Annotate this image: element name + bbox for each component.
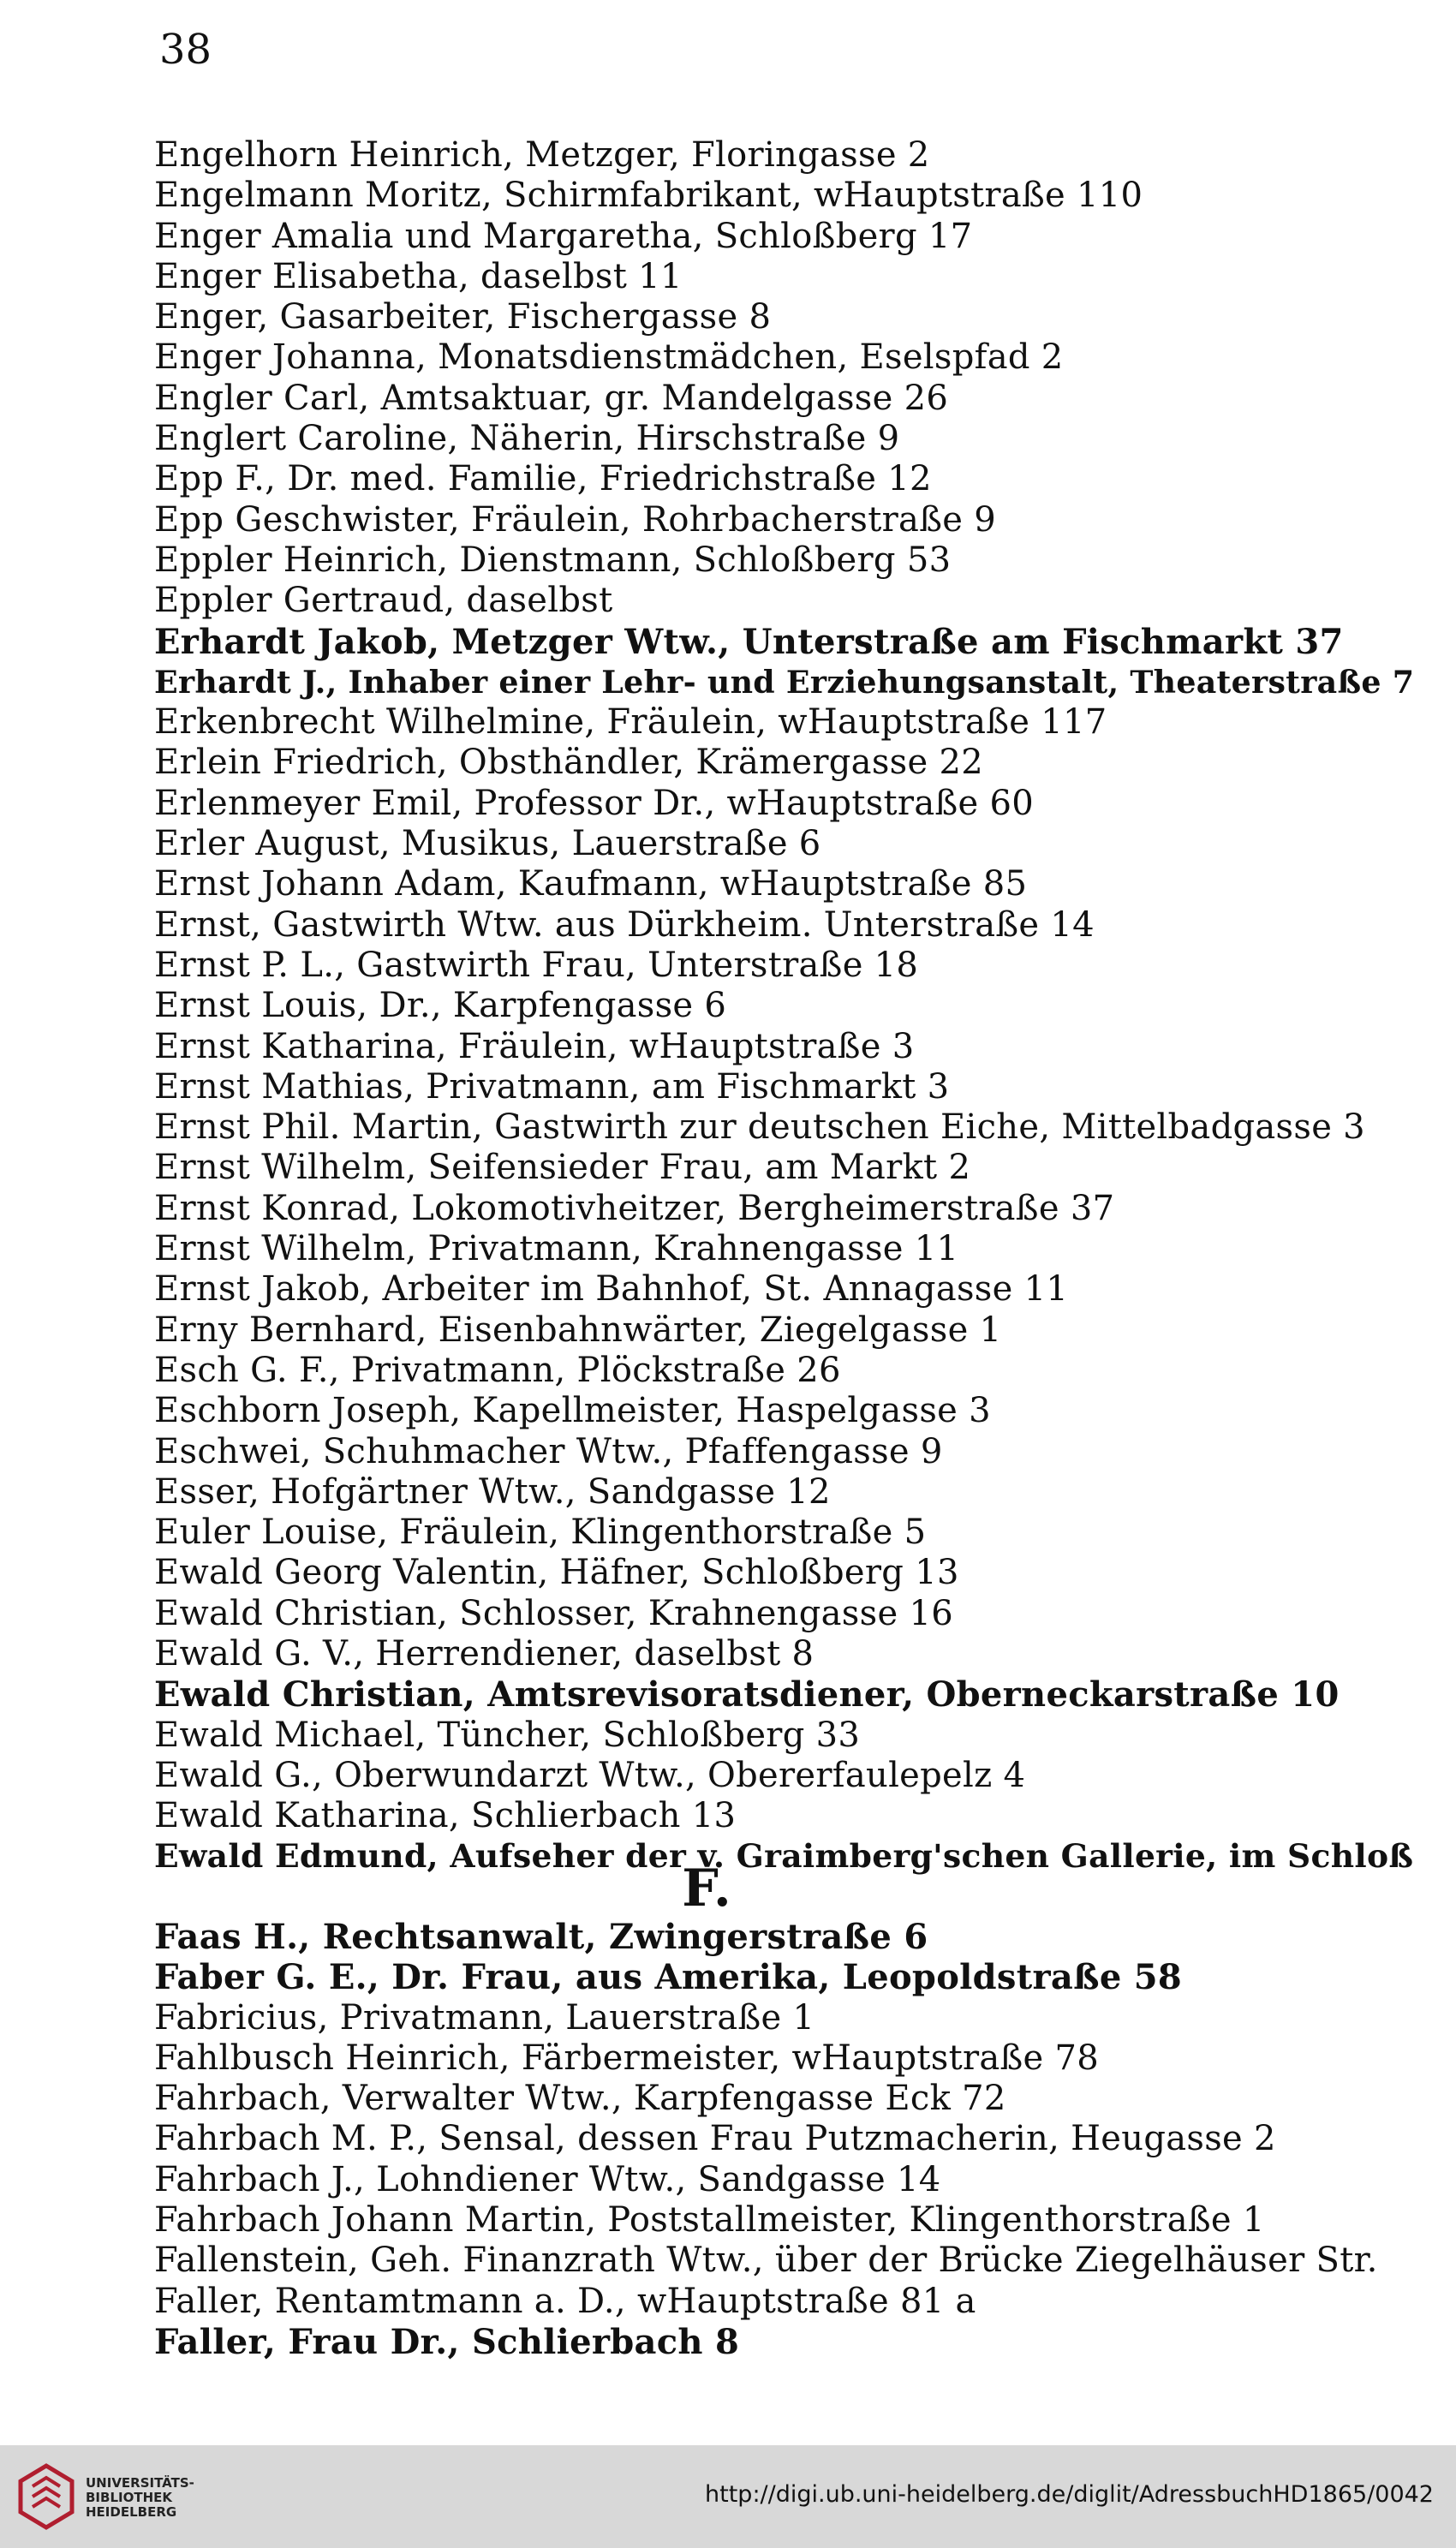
directory-entry: Euler Louise, Fräulein, Klingenthorstraße 5: [154, 1513, 927, 1553]
directory-entry: Erhardt J., Inhaber einer Lehr- und Erziehungsanstalt, Theaterstraße 7: [154, 663, 1415, 701]
directory-entry: Eppler Gertraud, daselbst: [154, 581, 613, 621]
section-heading-f: F.: [682, 1859, 731, 1918]
directory-entry: Engler Carl, Amtsaktuar, gr. Mandelgasse 26: [154, 378, 949, 418]
directory-entry: Erlein Friedrich, Obsthändler, Krämergasse 22: [154, 743, 983, 783]
directory-entry: Ernst Mathias, Privatmann, am Fischmarkt 3: [154, 1066, 950, 1107]
directory-entry: Fahrbach, Verwalter Wtw., Karpfengasse Eck 72: [154, 2079, 1006, 2119]
directory-entry: Eppler Heinrich, Dienstmann, Schloßberg 53: [154, 540, 952, 580]
directory-entry: Engelmann Moritz, Schirmfabrikant, wHauptstraße 110: [154, 176, 1143, 216]
directory-entry: Ernst Katharina, Fräulein, wHauptstraße 3: [154, 1026, 915, 1066]
directory-entry: Ernst Jakob, Arbeiter im Bahnhof, St. Annagasse 11: [154, 1269, 1069, 1310]
directory-entry: Enger Elisabetha, daselbst 11: [154, 256, 683, 296]
directory-entry: Enger Amalia und Margaretha, Schloßberg 17: [154, 216, 973, 256]
library-name: [86, 2476, 194, 2520]
university-logo-icon: [15, 2462, 77, 2531]
directory-entry: Ewald Georg Valentin, Häfner, Schloßberg 13: [154, 1553, 959, 1593]
directory-entry: Fahlbusch Heinrich, Färbermeister, wHauptstraße 78: [154, 2038, 1100, 2078]
directory-entry: Faller, Rentamtmann a. D., wHauptstraße 81 a: [154, 2281, 976, 2321]
directory-entry: Erny Bernhard, Eisenbahnwärter, Ziegelgasse 1: [154, 1310, 1002, 1350]
directory-entry: Ernst Wilhelm, Privatmann, Krahnengasse 11: [154, 1229, 959, 1269]
directory-entry: Ewald Christian, Schlosser, Krahnengasse 16: [154, 1593, 953, 1633]
footer-bar: [0, 2445, 1456, 2548]
directory-entry: Esser, Hofgärtner Wtw., Sandgasse 12: [154, 1471, 831, 1512]
directory-entry: Erhardt Jakob, Metzger Wtw., Unterstraße am Fischmarkt 37: [154, 621, 1344, 662]
directory-entry: Eschborn Joseph, Kapellmeister, Haspelgasse 3: [154, 1391, 991, 1431]
directory-entry: Ernst Louis, Dr., Karpfengasse 6: [154, 986, 727, 1026]
directory-entry: Fahrbach J., Lohndiener Wtw., Sandgasse 14: [154, 2159, 941, 2199]
directory-entry: Erler August, Musikus, Lauerstraße 6: [154, 824, 821, 864]
directory-entry: Englert Caroline, Näherin, Hirschstraße 9: [154, 419, 900, 459]
library-name-line: UNIVERSITÄTS-: [86, 2475, 194, 2491]
directory-entry: Faas H., Rechtsanwalt, Zwingerstraße 6: [154, 1917, 928, 1957]
directory-entry: Ernst P. L., Gastwirth Frau, Unterstraße 18: [154, 945, 919, 985]
directory-entry: Ewald Michael, Tüncher, Schloßberg 33: [154, 1715, 861, 1755]
permalink-url[interactable]: http://digi.ub.uni-heidelberg.de/diglit/AdressbuchHD1865/0042: [705, 2481, 1434, 2508]
page-number: 38: [159, 26, 212, 74]
directory-entry: Fallenstein, Geh. Finanzrath Wtw., über der Brücke Ziegelhäuser Str.: [154, 2241, 1378, 2281]
directory-entry: Enger, Gasarbeiter, Fischergasse 8: [154, 297, 772, 337]
directory-entry: Ernst Konrad, Lokomotivheitzer, Bergheimerstraße 37: [154, 1188, 1115, 1228]
directory-entry: Fahrbach Johann Martin, Poststallmeister, Klingenthorstraße 1: [154, 2200, 1265, 2241]
directory-entry: Engelhorn Heinrich, Metzger, Floringasse 2: [154, 135, 930, 175]
directory-entry: Ernst, Gastwirth Wtw. aus Dürkheim. Unterstraße 14: [154, 904, 1095, 945]
directory-entry: Ewald Edmund, Aufseher der v. Graimberg'schen Gallerie, im Schloß: [154, 1837, 1414, 1876]
directory-entry: Faller, Frau Dr., Schlierbach 8: [154, 2321, 740, 2362]
directory-entry: Ewald Christian, Amtsrevisoratsdiener, Oberneckarstraße 10: [154, 1674, 1340, 1716]
directory-entry: Ewald Katharina, Schlierbach 13: [154, 1796, 737, 1836]
directory-entry: Epp F., Dr. med. Familie, Friedrichstraße 12: [154, 459, 932, 499]
entry-list-f: [154, 1917, 1413, 2362]
directory-entry: Ernst Wilhelm, Seifensieder Frau, am Markt 2: [154, 1148, 971, 1188]
directory-entry: Fabricius, Privatmann, Lauerstraße 1: [154, 1997, 815, 2038]
directory-entry: Enger Johanna, Monatsdienstmädchen, Eselspfad 2: [154, 337, 1064, 378]
directory-entry: Eschwei, Schuhmacher Wtw., Pfaffengasse 9: [154, 1431, 943, 1471]
library-name-line: HEIDELBERG: [86, 2504, 177, 2520]
entry-list-e: [154, 135, 1413, 1877]
library-name-line: BIBLIOTHEK: [86, 2490, 172, 2505]
directory-entry: Epp Geschwister, Fräulein, Rohrbacherstraße 9: [154, 499, 996, 540]
directory-entry: Fahrbach M. P., Sensal, dessen Frau Putzmacherin, Heugasse 2: [154, 2119, 1276, 2159]
directory-entry: Ernst Johann Adam, Kaufmann, wHauptstraße 85: [154, 864, 1028, 904]
directory-entry: Erlenmeyer Emil, Professor Dr., wHauptstraße 60: [154, 783, 1034, 823]
directory-entry: Ewald G. V., Herrendiener, daselbst 8: [154, 1633, 815, 1674]
directory-entry: Faber G. E., Dr. Frau, aus Amerika, Leopoldstraße 58: [154, 1957, 1183, 1998]
directory-entry: Ewald G., Oberwundarzt Wtw., Obererfaulepelz 4: [154, 1755, 1026, 1795]
directory-entry: Esch G. F., Privatmann, Plöckstraße 26: [154, 1350, 841, 1390]
directory-entry: Erkenbrecht Wilhelmine, Fräulein, wHauptstraße 117: [154, 702, 1107, 743]
directory-entry: Ernst Phil. Martin, Gastwirth zur deutschen Eiche, Mittelbadgasse 3: [154, 1107, 1365, 1148]
